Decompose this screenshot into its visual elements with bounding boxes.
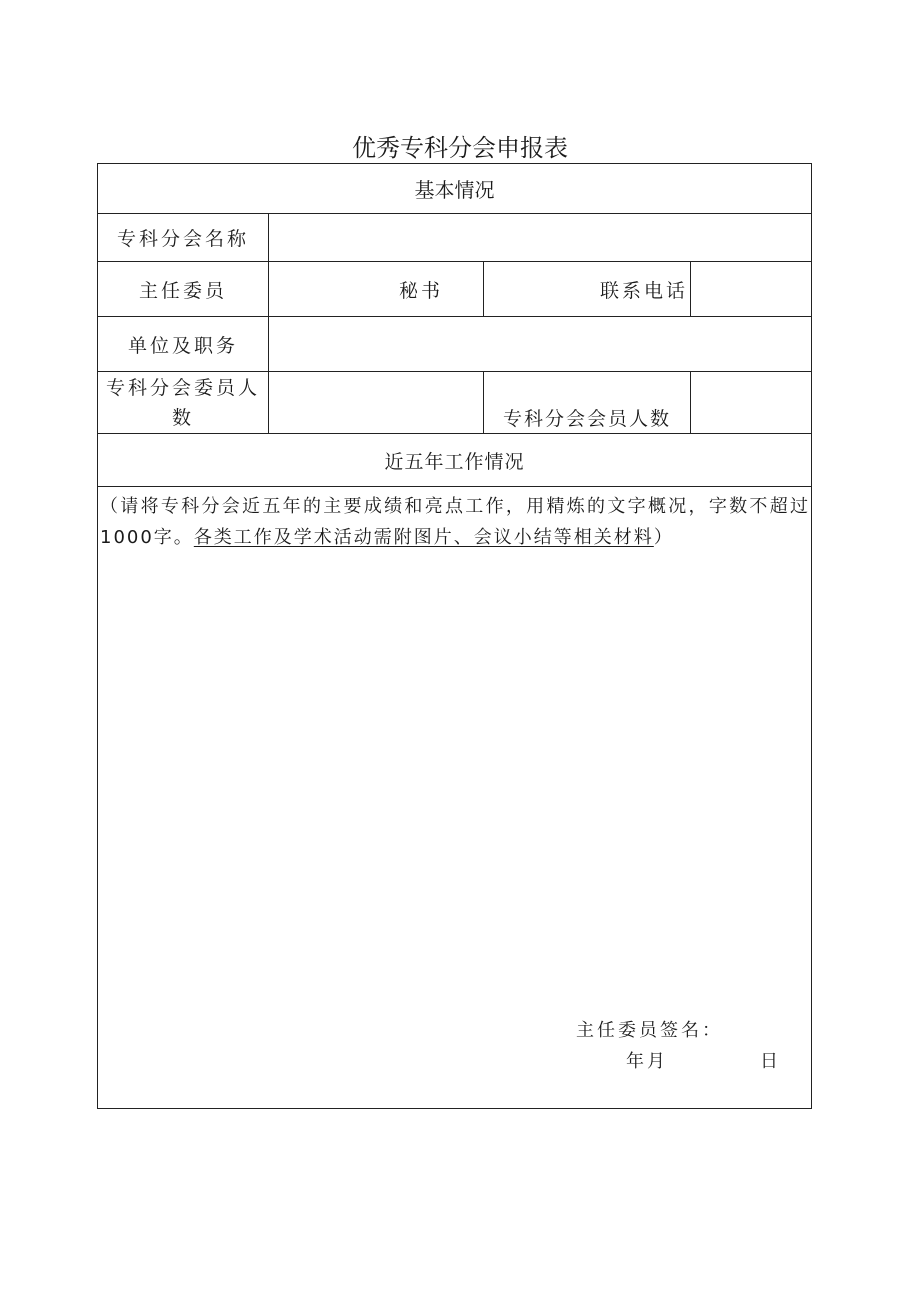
director-field[interactable] — [269, 262, 399, 316]
committee-count-label-line1: 专科分会委员人 — [105, 376, 260, 399]
instructions-text: （请将专科分会近五年的主要成绩和亮点工作，用精炼的文字概况，字数不超过1000字。 — [100, 496, 810, 548]
branch-name-field[interactable] — [269, 214, 811, 261]
branch-name-label: 专科分会名称 — [116, 228, 249, 250]
row-divider — [97, 486, 812, 487]
form-title: 优秀专科分会申报表 — [352, 134, 568, 162]
instructions-attachments-text: 各类工作及学术活动需附图片、会议小结等相关材料 — [193, 527, 654, 548]
table-border-bottom — [97, 1108, 812, 1109]
section-heading-basic: 基本情况 — [414, 178, 495, 202]
committee-count-label-line2: 数 — [171, 406, 194, 429]
table-border-right — [811, 163, 812, 1109]
work-instructions[interactable] — [100, 491, 810, 553]
unit-position-label: 单位及职务 — [127, 334, 238, 357]
member-count-label: 专科分会会员人数 — [502, 408, 671, 430]
phone-label: 联系电话 — [599, 279, 688, 302]
date-day-label: 日 — [760, 1051, 781, 1072]
phone-field[interactable] — [691, 262, 811, 316]
director-label: 主任委员 — [138, 279, 227, 302]
secretary-label: 秘书 — [399, 279, 444, 302]
committee-count-label — [98, 372, 268, 433]
instructions-close-paren: ） — [653, 527, 674, 548]
section-heading-work: 近五年工作情况 — [384, 450, 525, 473]
member-count-field[interactable] — [691, 372, 811, 433]
committee-count-field[interactable] — [269, 372, 483, 433]
unit-position-field[interactable] — [269, 317, 811, 371]
director-signature-label: 主任委员签名： — [576, 1020, 723, 1041]
secretary-field[interactable] — [484, 262, 598, 316]
date-year-month-label: 年月 — [626, 1051, 668, 1072]
